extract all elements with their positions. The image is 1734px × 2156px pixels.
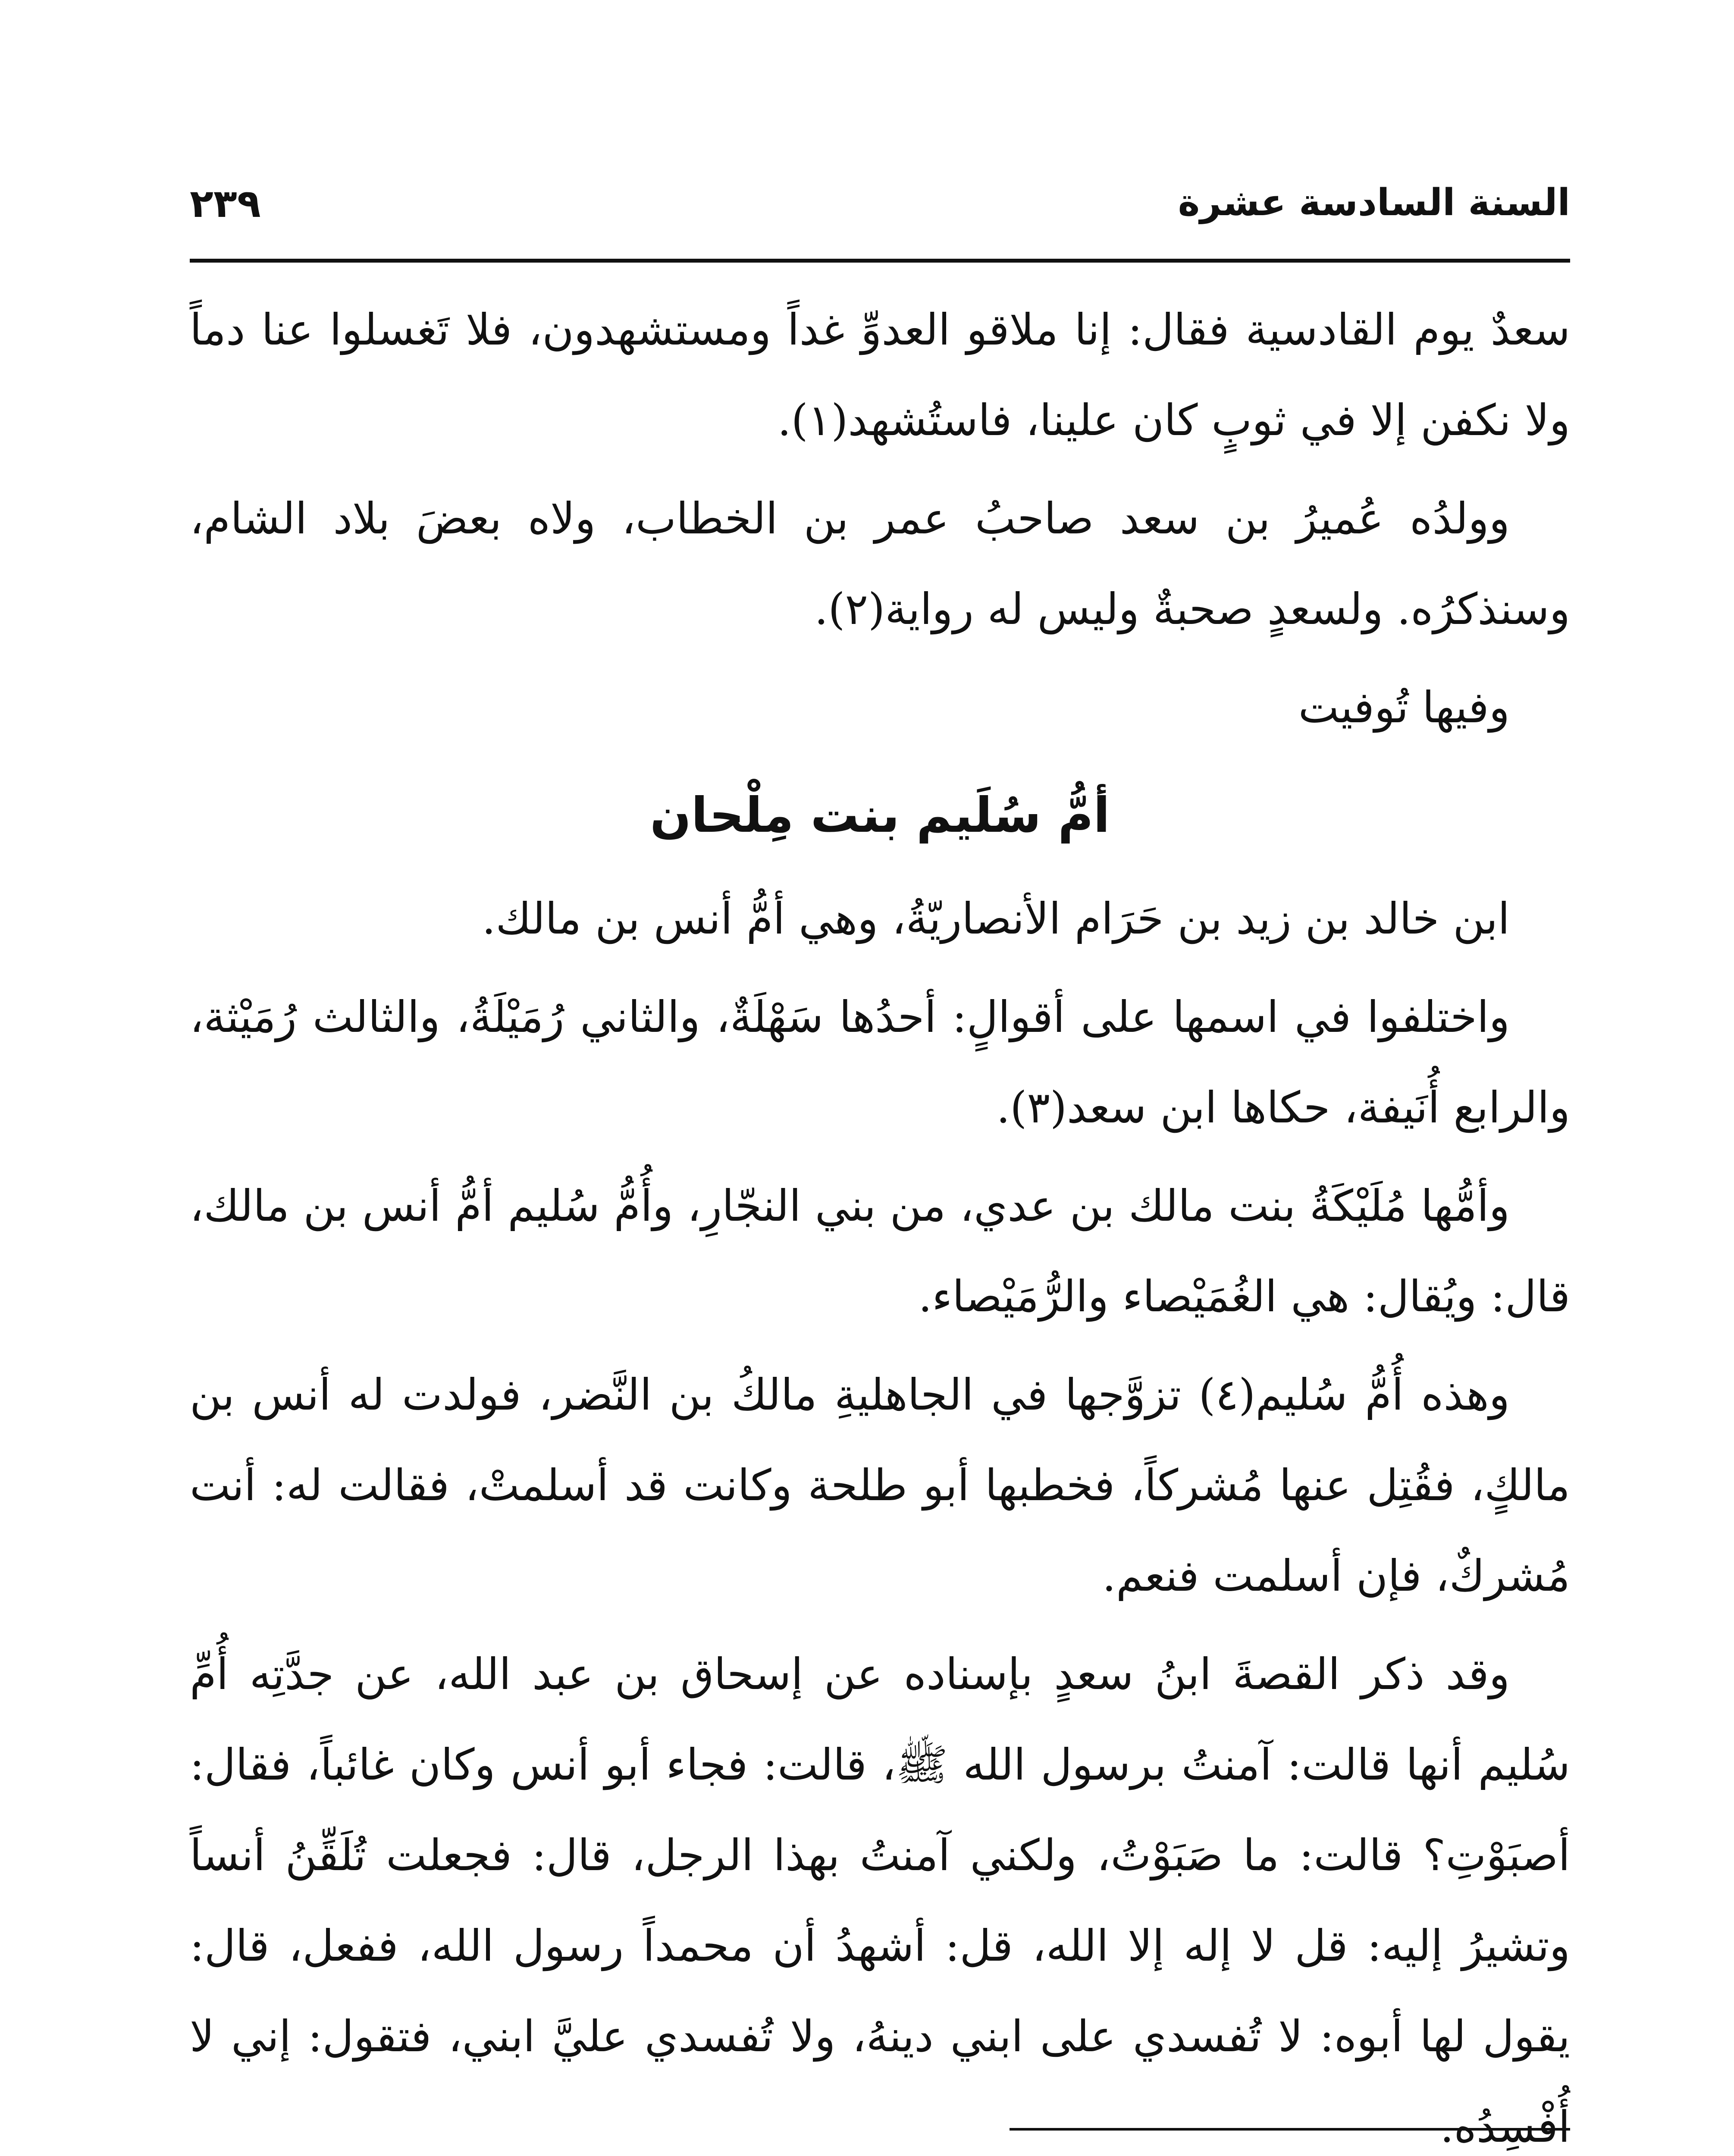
paragraph: واختلفوا في اسمها على أقوالٍ: أحدُها سَهْلَةٌ، والثاني رُمَيْلَةُ، والثالث رُمَيْثة، والرابع أُنَيفة، حكاها ابن سعد(٣). (190, 992, 1570, 1133)
paragraph: وهذه أُمُّ سُليم(٤) تزوَّجها في الجاهليةِ مالكُ بن النَّضر، فولدت له أنس بن مالكٍ، فقُتِل عنها مُشركاً، فخطبها أبو طلحة وكانت قد أسلمتْ، فقالت له: أنت مُشركٌ، فإن أسلمت فنعم. (190, 1369, 1570, 1601)
paragraph: وأمُّها مُلَيْكَةُ بنت مالك بن عدي، من بني النجّارِ، وأُمُّ سُليم أمُّ أنس بن مالك، قال: ويُقال: هي الغُمَيْصاء والرُّمَيْصاء. (190, 1181, 1570, 1322)
page-number: ٢٣٩ (190, 181, 261, 226)
page-header (190, 172, 1570, 246)
footnote-divider (1010, 2128, 1570, 2131)
paragraph: وفيها تُوفيت (1298, 682, 1510, 733)
paragraph: ابن خالد بن زيد بن حَرَام الأنصاريّةُ، وهي أمُّ أنس بن مالك. (482, 893, 1510, 944)
running-title: السنة السادسة عشرة (1178, 181, 1570, 224)
paragraph: وقد ذكر القصةَ ابنُ سعدٍ بإسناده عن إسحاق بن عبد الله، عن جدَّتِه أُمِّ سُليم أنها قالت: آمنتُ برسول الله ﷺ، قالت: فجاء أبو أنس وكان غائباً، فقال: أصبَوْتِ؟ قالت: ما صَبَوْتُ، ولكني آمنتُ بهذا الرجل، قال: فجعلت تُلَقِّنُ أنساً وتشيرُ إليه: قل لا إله إلا الله، قل: أشهدُ أن محمداً رسول الله، ففعل، قال: يقول لها أبوه: لا تُفسدي على ابني دينهُ، ولا تُفسدي عليَّ ابني، فتقول: إني لا أُفْسِدُه. (190, 1649, 1571, 2152)
section-heading: أمُّ سُلَيم بنت مِلْحان (650, 787, 1110, 843)
paragraph: سعدٌ يوم القادسية فقال: إنا ملاقو العدوِّ غداً ومستشهدون، فلا تَغسلوا عنا دماً ولا نكفن إلا في ثوبٍ كان علينا، فاستُشهد(١). (190, 304, 1570, 445)
main-text (190, 285, 1570, 2156)
header-divider (190, 259, 1570, 263)
paragraph: وولدُه عُميرُ بن سعد صاحبُ عمر بن الخطاب، ولاه بعضَ بلاد الشام، وسنذكرُه. ولسعدٍ صحبةٌ وليس له رواية(٢). (190, 493, 1570, 634)
